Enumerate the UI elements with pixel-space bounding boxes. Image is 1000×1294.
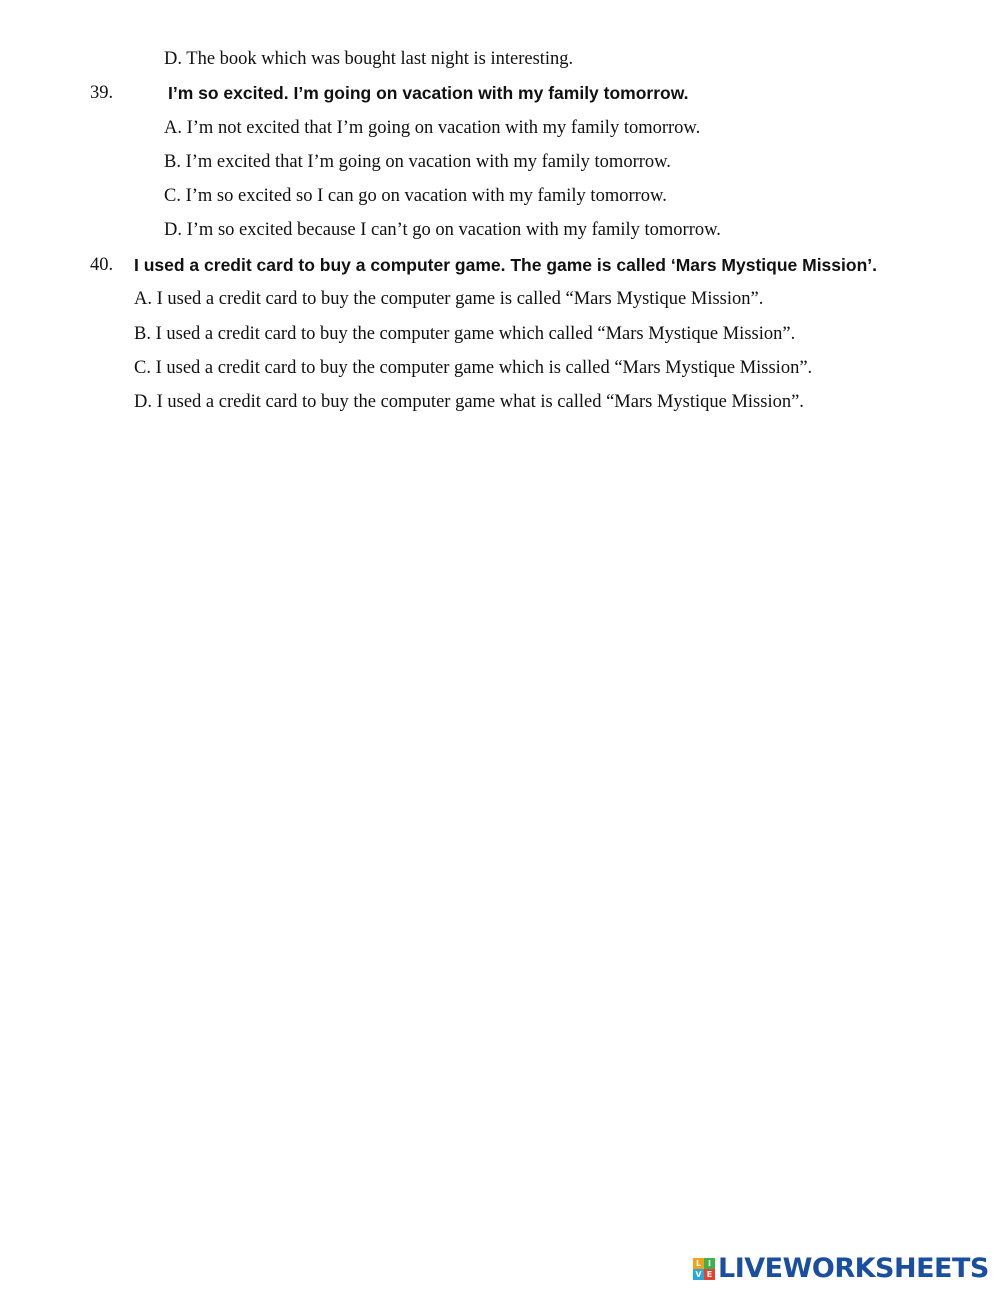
q39-option-c[interactable]: C. I’m so excited so I can go on vacation with my family tomorrow.: [164, 186, 667, 206]
q38-option-d: D. The book which was bought last night is interesting.: [164, 49, 574, 69]
q40-option-d[interactable]: D. I used a credit card to buy the computer game what is called “Mars Mystique Mission”.: [134, 392, 804, 412]
logo-tile-l: L: [693, 1258, 704, 1269]
logo-text: LIVEWORKSHEETS: [718, 1253, 989, 1284]
q40-option-c[interactable]: C. I used a credit card to buy the computer game which is called “Mars Mystique Mission”.: [134, 358, 813, 378]
liveworksheets-logo: [693, 1254, 989, 1284]
q39-option-d[interactable]: D. I’m so excited because I can’t go on vacation with my family tomorrow.: [164, 220, 721, 240]
q39-option-a[interactable]: A. I’m not excited that I’m going on vacation with my family tomorrow.: [164, 118, 701, 138]
q39-option-b[interactable]: B. I’m excited that I’m going on vacation with my family tomorrow.: [164, 152, 671, 172]
q40-number: 40.: [90, 255, 114, 275]
logo-tile-i: I: [704, 1258, 715, 1269]
q40-prompt: I used a credit card to buy a computer game. The game is called ‘Mars Mystique Mission’.: [134, 255, 877, 275]
logo-tile-v: V: [693, 1269, 704, 1280]
live-tiles-icon: [693, 1258, 715, 1280]
logo-tile-e: E: [704, 1269, 715, 1280]
q39-prompt: I’m so excited. I’m going on vacation with my family tomorrow.: [168, 83, 689, 103]
q40-option-a[interactable]: A. I used a credit card to buy the computer game is called “Mars Mystique Mission”.: [134, 289, 764, 309]
q39-number: 39.: [90, 83, 114, 103]
q40-option-b[interactable]: B. I used a credit card to buy the computer game which called “Mars Mystique Mission”.: [134, 324, 796, 344]
